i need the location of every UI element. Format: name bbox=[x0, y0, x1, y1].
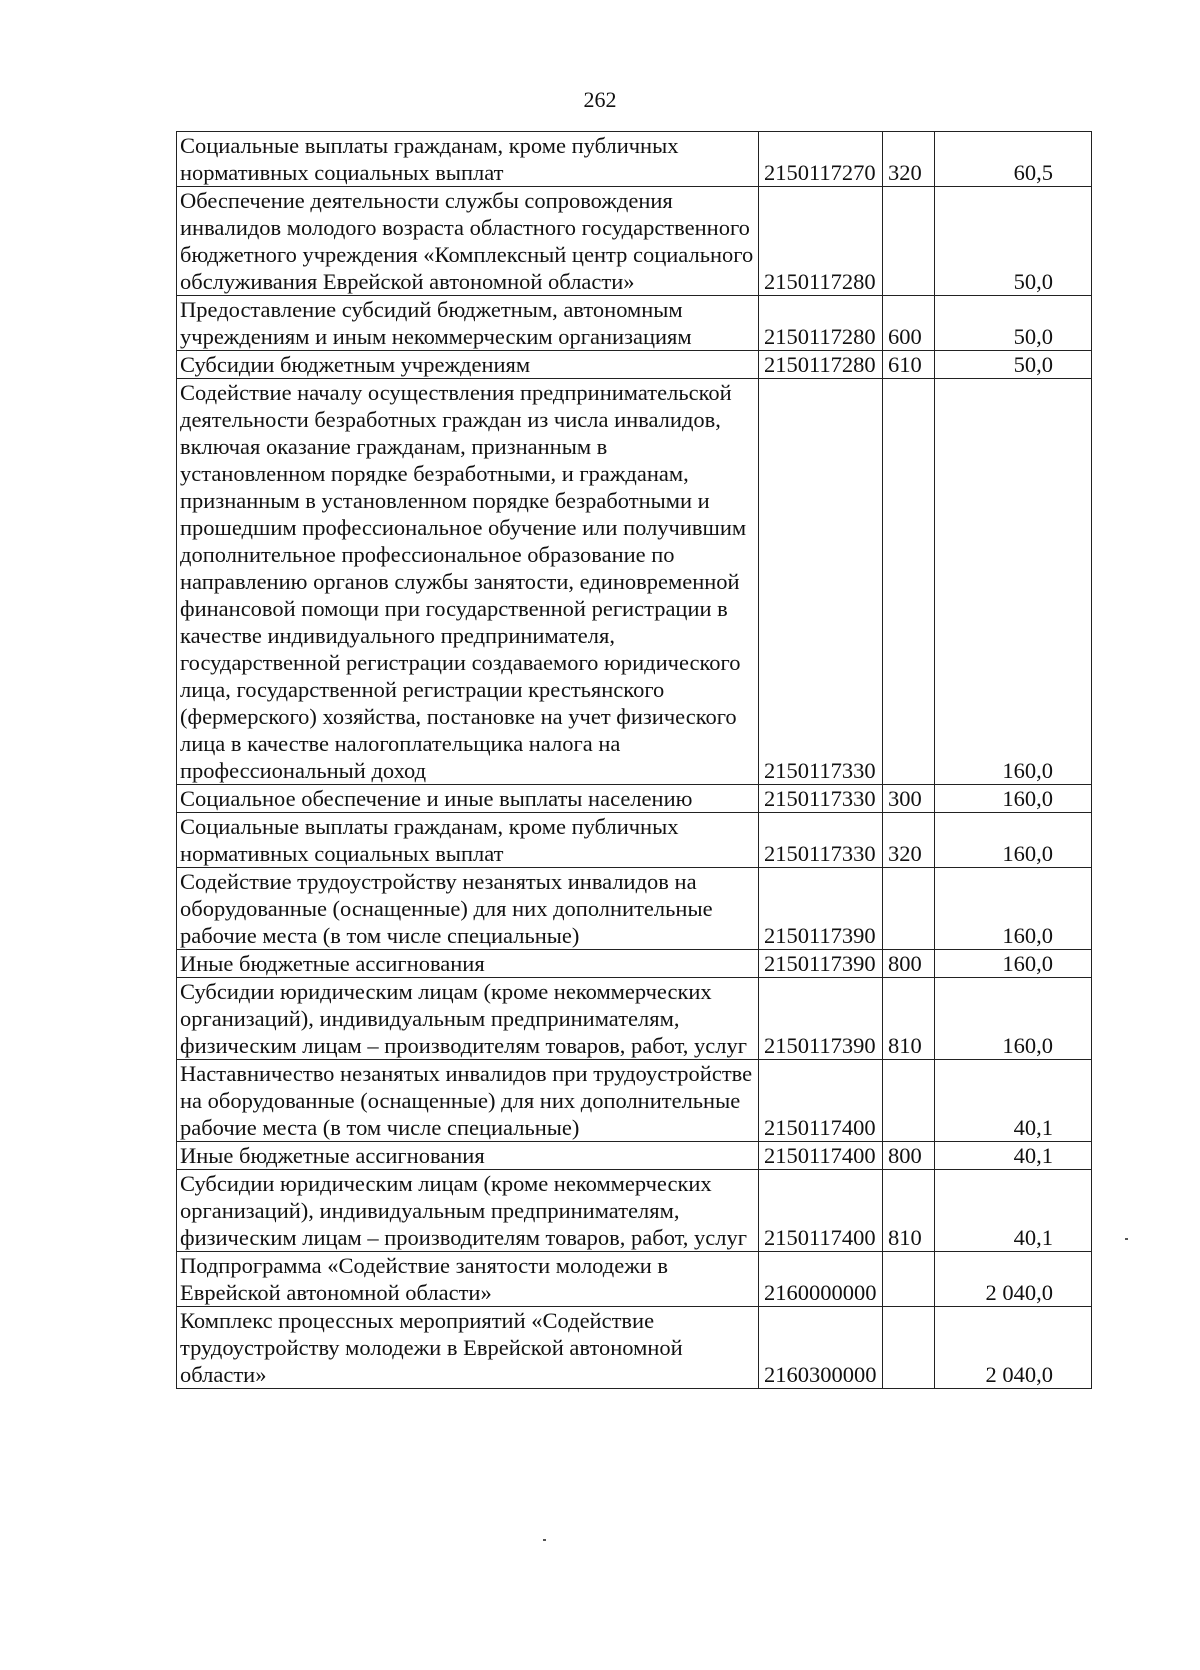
row-expense-type bbox=[883, 1307, 935, 1389]
row-amount: 160,0 bbox=[935, 379, 1092, 785]
scan-speck bbox=[1125, 1238, 1128, 1240]
row-expense-type bbox=[883, 868, 935, 950]
row-target-code: 2150117390 bbox=[759, 978, 883, 1060]
row-target-code: 2150117330 bbox=[759, 785, 883, 813]
page-number: 262 bbox=[583, 87, 617, 112]
row-target-code: 2150117280 bbox=[759, 296, 883, 351]
table-row bbox=[177, 950, 1092, 978]
row-target-code: 2150117400 bbox=[759, 1060, 883, 1142]
row-amount: 160,0 bbox=[935, 868, 1092, 950]
row-expense-type: 810 bbox=[883, 978, 935, 1060]
row-name: Обеспечение деятельности службы сопровождения инвалидов молодого возраста областного государственного бюджетного учреждения «Комплексный центр социального обслуживания Еврейской автономной области» bbox=[177, 187, 759, 296]
row-expense-type: 320 bbox=[883, 132, 935, 187]
row-amount: 160,0 bbox=[935, 813, 1092, 868]
row-amount: 2 040,0 bbox=[935, 1307, 1092, 1389]
row-target-code: 2160300000 bbox=[759, 1307, 883, 1389]
row-name: Содействие началу осуществления предпринимательской деятельности безработных граждан из числа инвалидов, включая оказание гражданам, признанным в установленном порядке безработными, и гражданам, признанным в установленном порядке безработными и прошедшим профессиональное обучение или получившим дополнительное профессиональное образование по направлению органов службы занятости, единовременной финансовой помощи при государственной регистрации в качестве индивидуального предпринимателя, государственной регистрации создаваемого юридического лица, государственной регистрации крестьянского (фермерского) хозяйства, постановке на учет физического лица в качестве налогоплательщика налога на профессиональный доход bbox=[177, 379, 759, 785]
row-expense-type: 800 bbox=[883, 1142, 935, 1170]
row-expense-type bbox=[883, 1060, 935, 1142]
row-name: Подпрограмма «Содействие занятости молодежи в Еврейской автономной области» bbox=[177, 1252, 759, 1307]
row-name: Содействие трудоустройству незанятых инвалидов на оборудованные (оснащенные) для них дополнительные рабочие места (в том числе специальные) bbox=[177, 868, 759, 950]
row-amount: 50,0 bbox=[935, 187, 1092, 296]
row-name: Социальное обеспечение и иные выплаты населению bbox=[177, 785, 759, 813]
row-name: Субсидии бюджетным учреждениям bbox=[177, 351, 759, 379]
row-amount: 160,0 bbox=[935, 950, 1092, 978]
row-target-code: 2150117330 bbox=[759, 379, 883, 785]
row-name: Социальные выплаты гражданам, кроме публичных нормативных социальных выплат bbox=[177, 132, 759, 187]
table-row bbox=[177, 1170, 1092, 1252]
table-row bbox=[177, 813, 1092, 868]
row-target-code: 2150117400 bbox=[759, 1170, 883, 1252]
table-row bbox=[177, 132, 1092, 187]
row-expense-type bbox=[883, 187, 935, 296]
table-row bbox=[177, 296, 1092, 351]
table-row bbox=[177, 978, 1092, 1060]
table-row bbox=[177, 868, 1092, 950]
row-name: Субсидии юридическим лицам (кроме некоммерческих организаций), индивидуальным предпринимателям, физическим лицам – производителям товаров, работ, услуг bbox=[177, 978, 759, 1060]
row-target-code: 2150117390 bbox=[759, 868, 883, 950]
row-amount: 50,0 bbox=[935, 351, 1092, 379]
row-name: Иные бюджетные ассигнования bbox=[177, 950, 759, 978]
row-amount: 40,1 bbox=[935, 1170, 1092, 1252]
row-amount: 2 040,0 bbox=[935, 1252, 1092, 1307]
row-expense-type: 800 bbox=[883, 950, 935, 978]
table-row bbox=[177, 785, 1092, 813]
row-expense-type: 810 bbox=[883, 1170, 935, 1252]
row-expense-type bbox=[883, 379, 935, 785]
scan-speck bbox=[543, 1539, 546, 1541]
row-name: Социальные выплаты гражданам, кроме публичных нормативных социальных выплат bbox=[177, 813, 759, 868]
row-name: Комплекс процессных мероприятий «Содействие трудоустройству молодежи в Еврейской автономной области» bbox=[177, 1307, 759, 1389]
row-target-code: 2150117280 bbox=[759, 351, 883, 379]
table-row bbox=[177, 1060, 1092, 1142]
row-target-code: 2150117280 bbox=[759, 187, 883, 296]
row-name: Иные бюджетные ассигнования bbox=[177, 1142, 759, 1170]
table-row bbox=[177, 351, 1092, 379]
row-target-code: 2150117270 bbox=[759, 132, 883, 187]
row-name: Субсидии юридическим лицам (кроме некоммерческих организаций), индивидуальным предпринимателям, физическим лицам – производителям товаров, работ, услуг bbox=[177, 1170, 759, 1252]
table-row bbox=[177, 187, 1092, 296]
row-amount: 60,5 bbox=[935, 132, 1092, 187]
row-amount: 40,1 bbox=[935, 1060, 1092, 1142]
table-row bbox=[177, 1307, 1092, 1389]
row-expense-type bbox=[883, 1252, 935, 1307]
row-target-code: 2150117330 bbox=[759, 813, 883, 868]
row-name: Предоставление субсидий бюджетным, автономным учреждениям и иным некоммерческим организациям bbox=[177, 296, 759, 351]
row-target-code: 2160000000 bbox=[759, 1252, 883, 1307]
row-amount: 160,0 bbox=[935, 978, 1092, 1060]
row-target-code: 2150117400 bbox=[759, 1142, 883, 1170]
table-row bbox=[177, 1142, 1092, 1170]
row-amount: 160,0 bbox=[935, 785, 1092, 813]
table-row bbox=[177, 1252, 1092, 1307]
row-expense-type: 320 bbox=[883, 813, 935, 868]
row-name: Наставничество незанятых инвалидов при трудоустройстве на оборудованные (оснащенные) для них дополнительные рабочие места (в том числе специальные) bbox=[177, 1060, 759, 1142]
table-row bbox=[177, 379, 1092, 785]
row-expense-type: 300 bbox=[883, 785, 935, 813]
row-amount: 40,1 bbox=[935, 1142, 1092, 1170]
row-target-code: 2150117390 bbox=[759, 950, 883, 978]
row-expense-type: 600 bbox=[883, 296, 935, 351]
row-expense-type: 610 bbox=[883, 351, 935, 379]
budget-table bbox=[176, 131, 1092, 1389]
row-amount: 50,0 bbox=[935, 296, 1092, 351]
